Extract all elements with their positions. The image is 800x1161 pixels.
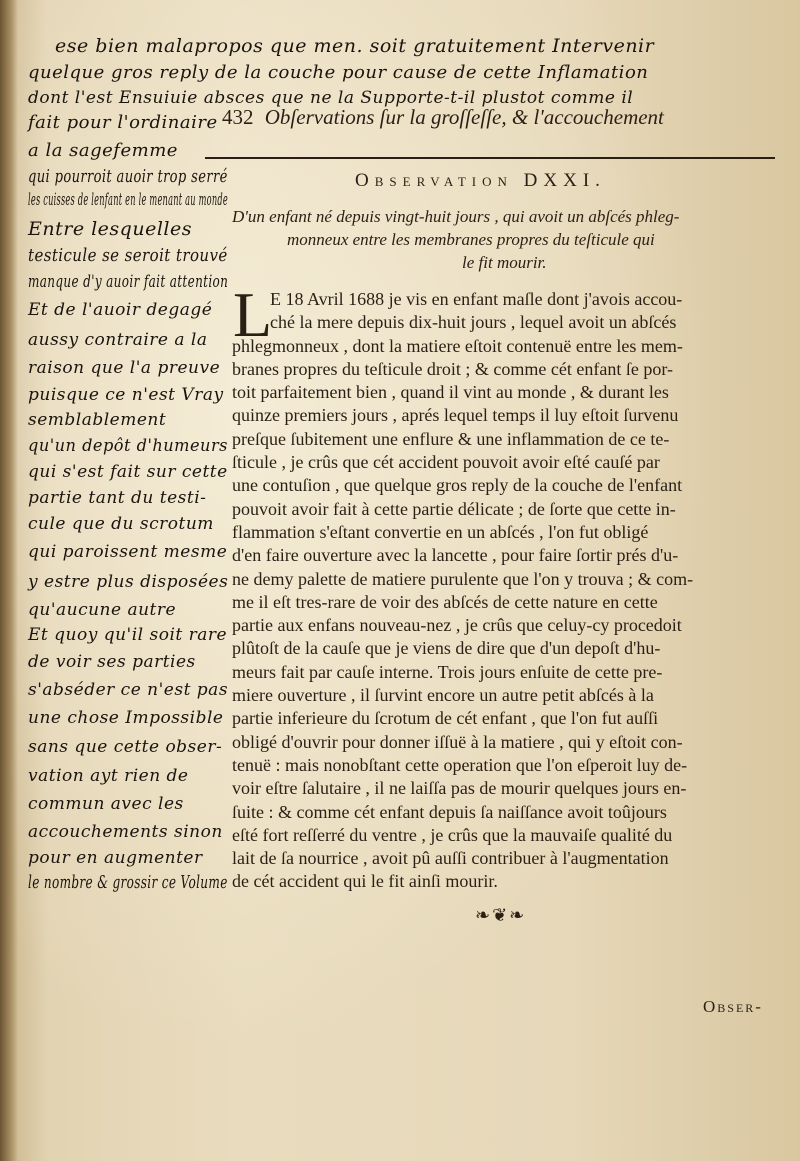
body-line: quinze premiers jours , aprés lequel temps il luy eſtoit ſurvenu bbox=[232, 405, 679, 426]
summary-line: monneux entre les membranes propres du teſticule qui bbox=[287, 230, 655, 249]
ornament-fleuron: ❧❦❧ bbox=[475, 905, 527, 925]
handwritten-note: raison que l'a preuve bbox=[28, 358, 221, 378]
handwritten-note: quelque gros reply de la couche pour cause de cette Inflamation bbox=[28, 62, 649, 83]
handwritten-note: Entre lesquelles bbox=[28, 218, 192, 240]
body-line: obligé d'ouvrir pour donner iſſuë à la matiere , qui y eſtoit con- bbox=[232, 731, 683, 752]
catchword: Obser- bbox=[703, 997, 763, 1016]
body-line: de cét accident qui le fit ainſi mourir. bbox=[232, 871, 498, 892]
handwritten-note: testicule se seroit trouvé bbox=[28, 245, 228, 266]
handwritten-note: sans que cette obser- bbox=[28, 737, 223, 757]
summary-line: D'un enfant né depuis vingt-huit jours , qui avoit un abſcés phleg- bbox=[232, 207, 680, 226]
body-line: me il eſt tres-rare de voir des abſcés de cette nature en cette bbox=[232, 591, 658, 612]
body-line: une contuſion , que quelque gros reply de la couche de l'enfant bbox=[232, 475, 683, 496]
handwritten-note: a la sagefemme bbox=[28, 140, 178, 161]
handwritten-note: aussy contraire a la bbox=[28, 330, 208, 350]
observation-title: Observation DXXI. bbox=[355, 170, 606, 191]
handwritten-note: accouchements sinon bbox=[28, 822, 223, 842]
body-line: lait de ſa nourrice , avoit pû auſſi contribuer à l'augmentation bbox=[232, 848, 669, 869]
handwritten-note: qui pourroit auoir trop serré bbox=[28, 166, 228, 187]
body-line: d'en faire ouverture avec la lancette , pour faire ſortir prés d'u- bbox=[232, 545, 679, 566]
page-number: 432 bbox=[222, 105, 254, 129]
body-line: tenuë : mais nonobſtant cette operation que l'on eſperoit luy de- bbox=[232, 754, 688, 775]
body-line: flammation s'eſtant convertie en un abſcés , l'on fut obligé bbox=[232, 521, 649, 542]
body-line: partie inferieure du ſcrotum de cét enfant , que l'on fut auſſi bbox=[232, 708, 659, 729]
body-line: miere ouverture , il ſurvint encore un autre petit abſcés à la bbox=[232, 685, 654, 706]
handwritten-note: qu'un depôt d'humeurs bbox=[28, 436, 228, 456]
body-line: pouvoit avoir fait à cette partie délicate ; de ſorte que cette in- bbox=[232, 498, 676, 519]
book-spine-shadow bbox=[0, 0, 18, 1161]
body-text bbox=[232, 288, 780, 894]
drop-cap: L bbox=[233, 279, 273, 350]
handwritten-note: pour en augmenter bbox=[28, 848, 203, 868]
handwritten-note: fait pour l'ordinaire bbox=[28, 112, 218, 133]
handwritten-note: vation ayt rien de bbox=[28, 766, 189, 786]
handwritten-note: qu'aucune autre bbox=[28, 600, 177, 620]
body-line: voir eſtre ſalutaire , il ne laiſſa pas de mourir quelques jours en- bbox=[232, 778, 687, 799]
handwritten-note: de voir ses parties bbox=[28, 652, 196, 672]
handwritten-note: ese bien malapropos que men. soit gratuitement Intervenir bbox=[55, 35, 655, 57]
body-line: ſticule , je crûs que cét accident pouvoit avoir eſté cauſé par bbox=[232, 452, 660, 473]
handwritten-note: les cuisses de lenfant en le menant au monde bbox=[28, 190, 228, 210]
body-line: ſuite : & comme cét enfant depuis ſa naiſſance avoit toûjours bbox=[232, 801, 667, 822]
body-line: ché la mere depuis dix-huit jours , lequel avoit un abſcés bbox=[270, 312, 677, 333]
body-line: preſque ſubitement une enflure & une inflammation de ce te- bbox=[232, 428, 670, 449]
handwritten-note: semblablement bbox=[28, 410, 167, 430]
handwritten-note: le nombre & grossir ce Volume bbox=[28, 872, 228, 893]
body-line: meurs fait par cauſe interne. Trois jours enſuite de cette pre- bbox=[232, 661, 663, 682]
handwritten-note: manque d'y auoir fait attention bbox=[28, 272, 229, 292]
handwritten-note: dont l'est Ensuiuie absces que ne la Supporte-t-il plustot comme il bbox=[28, 88, 634, 108]
handwritten-note: qui s'est fait sur cette bbox=[28, 462, 228, 482]
handwritten-note: qui paroissent mesme bbox=[28, 542, 228, 562]
handwritten-note: y estre plus disposées bbox=[28, 572, 229, 592]
running-head bbox=[222, 105, 722, 130]
handwritten-note: Et quoy qu'il soit rare bbox=[28, 625, 228, 645]
body-line: eſté fort reſſerré du ventre , je crûs que la mauvaiſe qualité du bbox=[232, 824, 673, 845]
handwritten-note: puisque ce n'est Vray bbox=[28, 385, 224, 405]
body-line: phlegmonneux , dont la matiere eſtoit contenuë entre les mem- bbox=[232, 335, 683, 356]
body-line: partie aux enfans nouveau-nez , je crûs que celuy-cy procedoit bbox=[232, 615, 682, 636]
body-line: ne demy palette de matiere purulente que l'on y trouva ; & com- bbox=[232, 568, 694, 589]
handwritten-note: commun avec les bbox=[28, 794, 184, 814]
handwritten-note: partie tant du testi- bbox=[28, 488, 207, 508]
body-line: branes propres du teſticule droit ; & comme cét enfant ſe por- bbox=[232, 358, 673, 379]
body-line: E 18 Avril 1688 je vis en enfant maſle dont j'avois accou- bbox=[270, 289, 683, 309]
summary-line: le fit mourir. bbox=[462, 253, 547, 272]
handwritten-note: cule que du scrotum bbox=[28, 514, 214, 534]
header-rule bbox=[205, 157, 775, 159]
running-head-title: Obſervations ſur la groſſeſſe, & l'accouchement bbox=[264, 105, 664, 129]
body-line: toit parfaitement bien , quand il vint au monde , & durant les bbox=[232, 382, 669, 403]
observation-summary bbox=[232, 205, 792, 274]
handwritten-note: Et de l'auoir degagé bbox=[28, 300, 213, 320]
handwritten-note: s'abséder ce n'est pas bbox=[28, 680, 229, 700]
handwritten-note: une chose Impossible bbox=[28, 708, 224, 728]
body-line: plûtoſt de la cauſe que je viens de dire que d'un depoſt d'hu- bbox=[232, 638, 661, 659]
